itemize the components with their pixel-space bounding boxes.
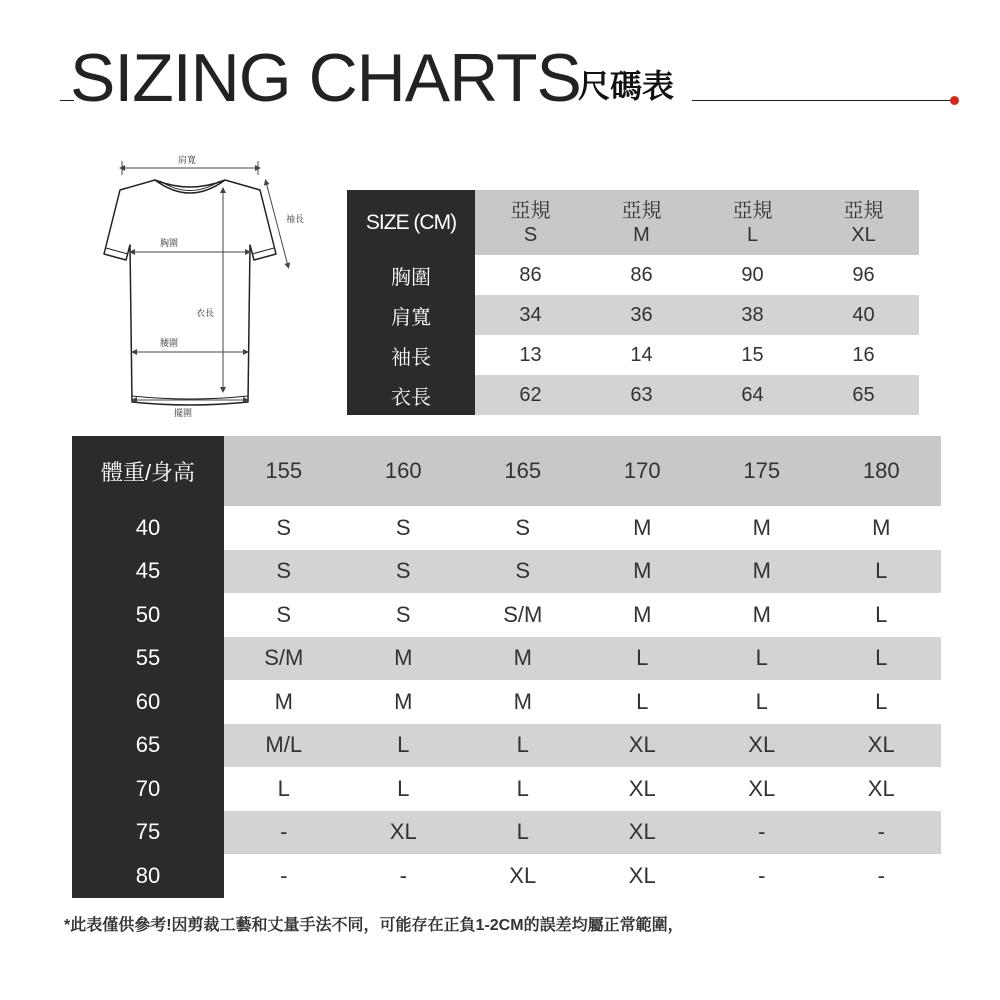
table-cell: M (583, 506, 703, 550)
table-cell: 13 (475, 335, 586, 375)
col-region: 亞規 (621, 199, 662, 222)
table-cell: M (702, 506, 822, 550)
col-size: XL (851, 223, 876, 246)
table-row (72, 811, 941, 855)
table-row (72, 767, 941, 811)
table-cell: XL (583, 854, 703, 898)
garment-col-header (586, 190, 697, 255)
title-rule-right (692, 100, 952, 101)
table-cell: L (463, 724, 583, 768)
garment-header-label: SIZE (CM) (347, 190, 475, 255)
garment-col-header (475, 190, 586, 255)
weight-label: 40 (72, 506, 224, 550)
diagram-label-hem: 擺圍 (174, 408, 193, 418)
table-cell: 34 (475, 295, 586, 335)
table-cell: S/M (463, 593, 583, 637)
table-cell: 40 (808, 295, 919, 335)
table-row (347, 375, 919, 415)
table-cell: S (344, 593, 464, 637)
table-row (347, 255, 919, 295)
table-row (72, 506, 941, 550)
table-cell: 15 (697, 335, 808, 375)
table-row (72, 680, 941, 724)
table-cell: L (702, 680, 822, 724)
table-cell: 90 (697, 255, 808, 295)
weight-label: 75 (72, 811, 224, 855)
table-cell: M (702, 550, 822, 594)
table-cell: S (344, 550, 464, 594)
row-label: 袖長 (347, 335, 475, 375)
table-cell: S (224, 506, 344, 550)
table-cell: 86 (586, 255, 697, 295)
table-cell: L (463, 767, 583, 811)
table-cell: 63 (586, 375, 697, 415)
table-cell: - (822, 854, 942, 898)
height-header-cell: 165 (463, 436, 583, 506)
table-cell: M (702, 593, 822, 637)
diagram-label-sleeve: 袖長 (286, 214, 305, 224)
reco-header-label: 體重/身高 (72, 436, 224, 506)
table-cell: S/M (224, 637, 344, 681)
table-cell: M (822, 506, 942, 550)
table-cell: - (224, 854, 344, 898)
table-cell: 62 (475, 375, 586, 415)
table-cell: 36 (586, 295, 697, 335)
table-cell: 14 (586, 335, 697, 375)
table-cell: L (344, 724, 464, 768)
table-row (72, 593, 941, 637)
garment-size-table (347, 190, 919, 415)
col-size: L (746, 223, 759, 246)
table-cell: 86 (475, 255, 586, 295)
table-cell: S (463, 506, 583, 550)
table-cell: L (702, 637, 822, 681)
weight-label: 60 (72, 680, 224, 724)
row-label: 衣長 (347, 375, 475, 415)
table-cell: 38 (697, 295, 808, 335)
table-cell: M (224, 680, 344, 724)
garment-col-header (808, 190, 919, 255)
table-cell: L (822, 637, 942, 681)
col-size: M (633, 223, 650, 246)
weight-label: 50 (72, 593, 224, 637)
table-cell: L (463, 811, 583, 855)
table-cell: XL (822, 724, 942, 768)
table-cell: M (344, 637, 464, 681)
height-header-cell: 175 (702, 436, 822, 506)
table-cell: XL (463, 854, 583, 898)
table-row (72, 550, 941, 594)
weight-label: 45 (72, 550, 224, 594)
tshirt-outline-icon (90, 150, 330, 420)
table-cell: S (344, 506, 464, 550)
table-cell: S (224, 593, 344, 637)
table-cell: 96 (808, 255, 919, 295)
table-cell: M (583, 593, 703, 637)
table-cell: XL (344, 811, 464, 855)
table-cell: - (822, 811, 942, 855)
table-cell: 65 (808, 375, 919, 415)
table-cell: 64 (697, 375, 808, 415)
table-cell: L (224, 767, 344, 811)
table-cell: XL (583, 767, 703, 811)
table-row (347, 335, 919, 375)
weight-height-size-table (72, 436, 941, 898)
table-cell: S (463, 550, 583, 594)
diagram-label-chest: 胸圍 (160, 238, 179, 248)
reco-table-body (72, 506, 941, 898)
table-cell: M (583, 550, 703, 594)
diagram-label-waist: 腰圍 (160, 338, 179, 348)
diagram-label-length: 衣長 (196, 308, 215, 318)
table-cell: - (702, 854, 822, 898)
table-cell: XL (583, 724, 703, 768)
height-header-cell: 155 (224, 436, 344, 506)
reco-table-header (72, 436, 941, 506)
table-cell: XL (702, 767, 822, 811)
col-region: 亞規 (732, 199, 773, 222)
table-cell: M/L (224, 724, 344, 768)
table-cell: M (463, 637, 583, 681)
garment-col-header (697, 190, 808, 255)
weight-label: 80 (72, 854, 224, 898)
table-cell: - (702, 811, 822, 855)
accent-dot (950, 96, 959, 105)
table-row (72, 724, 941, 768)
row-label: 胸圍 (347, 255, 475, 295)
row-label: 肩寬 (347, 295, 475, 335)
col-region: 亞規 (510, 199, 551, 222)
garment-table-header (347, 190, 919, 255)
table-cell: M (344, 680, 464, 724)
col-size: S (523, 223, 538, 246)
table-cell: L (822, 680, 942, 724)
table-cell: XL (822, 767, 942, 811)
table-cell: L (822, 593, 942, 637)
table-cell: L (822, 550, 942, 594)
weight-label: 65 (72, 724, 224, 768)
table-cell: XL (702, 724, 822, 768)
table-row (72, 854, 941, 898)
page-title: SIZING CHARTS (70, 40, 581, 116)
table-cell: 16 (808, 335, 919, 375)
height-header-cell: 170 (583, 436, 703, 506)
height-header-cell: 180 (822, 436, 942, 506)
table-cell: L (583, 680, 703, 724)
table-cell: S (224, 550, 344, 594)
col-region: 亞規 (843, 199, 884, 222)
table-cell: - (224, 811, 344, 855)
weight-label: 55 (72, 637, 224, 681)
footnote: *此表僅供參考!因剪裁工藝和丈量手法不同，可能存在正負1-2CM的誤差均屬正常範圍， (64, 917, 684, 934)
table-cell: L (583, 637, 703, 681)
table-row (347, 295, 919, 335)
diagram-label-shoulder: 肩寬 (178, 155, 197, 165)
table-cell: - (344, 854, 464, 898)
table-cell: M (463, 680, 583, 724)
tshirt-diagram (90, 150, 330, 420)
height-header-cell: 160 (344, 436, 464, 506)
table-cell: XL (583, 811, 703, 855)
page-subtitle: 尺碼表 (578, 68, 675, 104)
table-row (72, 637, 941, 681)
weight-label: 70 (72, 767, 224, 811)
table-cell: L (344, 767, 464, 811)
